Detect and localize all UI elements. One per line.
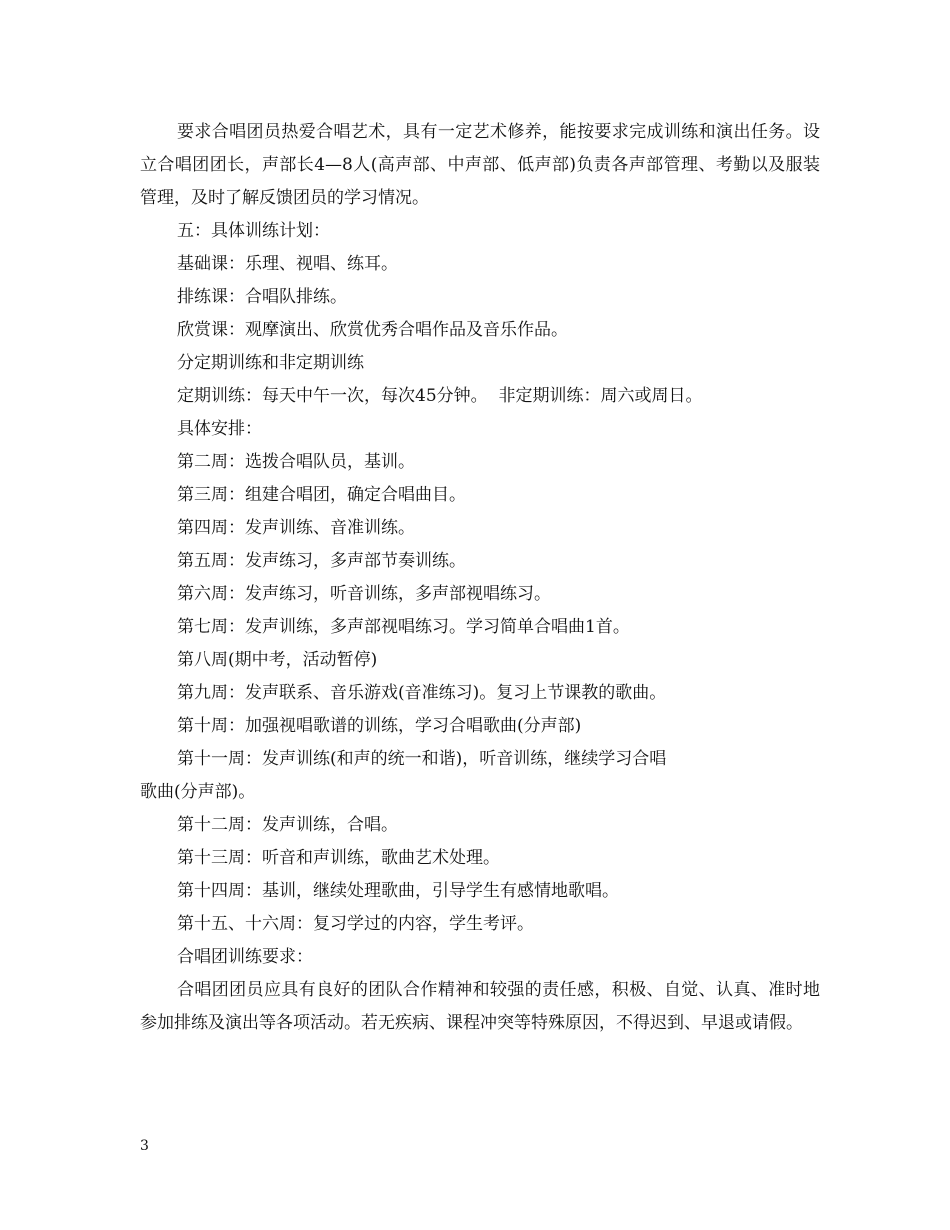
week-item: 第三周：组建合唱团，确定合唱曲目。 bbox=[177, 485, 466, 505]
training-schedule-line: 定期训练：每天中午一次，每次45分钟。 非定期训练：周六或周日。 bbox=[177, 386, 703, 406]
training-types-line: 分定期训练和非定期训练 bbox=[177, 353, 364, 373]
week-item: 第五周：发声练习，多声部节奏训练。 bbox=[177, 551, 466, 571]
week-item: 第九周：发声联系、音乐游戏(音准练习)。复习上节课教的歌曲。 bbox=[177, 683, 667, 703]
week-item: 第十五、十六周：复习学过的内容，学生考评。 bbox=[177, 914, 534, 934]
appreciation-course-line: 欣赏课：观摩演出、欣赏优秀合唱作品及音乐作品。 bbox=[177, 320, 568, 340]
rehearsal-course-line: 排练课：合唱队排练。 bbox=[177, 287, 347, 307]
requirements-paragraph: 合唱团团员应具有良好的团队合作精神和较强的责任感，积极、自觉、认真、准时地参加排练及演出等各项活动。若无疾病、课程冲突等特殊原因，不得迟到、早退或请假。 bbox=[140, 980, 820, 1033]
week-item: 第十四周：基训，继续处理歌曲，引导学生有感情地歌唱。 bbox=[177, 881, 619, 901]
week-item: 第十周：加强视唱歌谱的训练，学习合唱歌曲(分声部) bbox=[177, 716, 582, 736]
week-item: 第四周：发声训练、音准训练。 bbox=[177, 518, 415, 538]
arrangement-heading: 具体安排： bbox=[177, 419, 262, 439]
week-item: 第十二周：发声训练，合唱。 bbox=[177, 815, 398, 835]
section-five-heading: 五：具体训练计划： bbox=[177, 221, 330, 241]
week-item: 第十三周：听音和声训练，歌曲艺术处理。 bbox=[177, 848, 500, 868]
week-item: 第二周：选拨合唱队员，基训。 bbox=[177, 452, 415, 472]
week-item: 第八周(期中考，活动暂停) bbox=[177, 650, 378, 670]
page-content bbox=[140, 116, 820, 1040]
intro-paragraph: 要求合唱团员热爱合唱艺术，具有一定艺术修养，能按要求完成训练和演出任务。设立合唱团团长，声部长4—8人(高声部、中声部、低声部)负责各声部管理、考勤以及服装管理，及时了解反馈团员的学习情况。 bbox=[140, 122, 820, 208]
basic-course-line: 基础课：乐理、视唱、练耳。 bbox=[177, 254, 398, 274]
week-item-continuation: 歌曲(分声部)。 bbox=[140, 782, 256, 802]
requirements-heading: 合唱团训练要求： bbox=[177, 947, 313, 967]
week-item: 第七周：发声训练，多声部视唱练习。学习简单合唱曲1首。 bbox=[177, 617, 630, 637]
page-number: 3 bbox=[140, 1138, 149, 1154]
week-item: 第十一周：发声训练(和声的统一和谐)，听音训练，继续学习合唱 bbox=[177, 749, 667, 769]
week-item: 第六周：发声练习，听音训练，多声部视唱练习。 bbox=[177, 584, 551, 604]
